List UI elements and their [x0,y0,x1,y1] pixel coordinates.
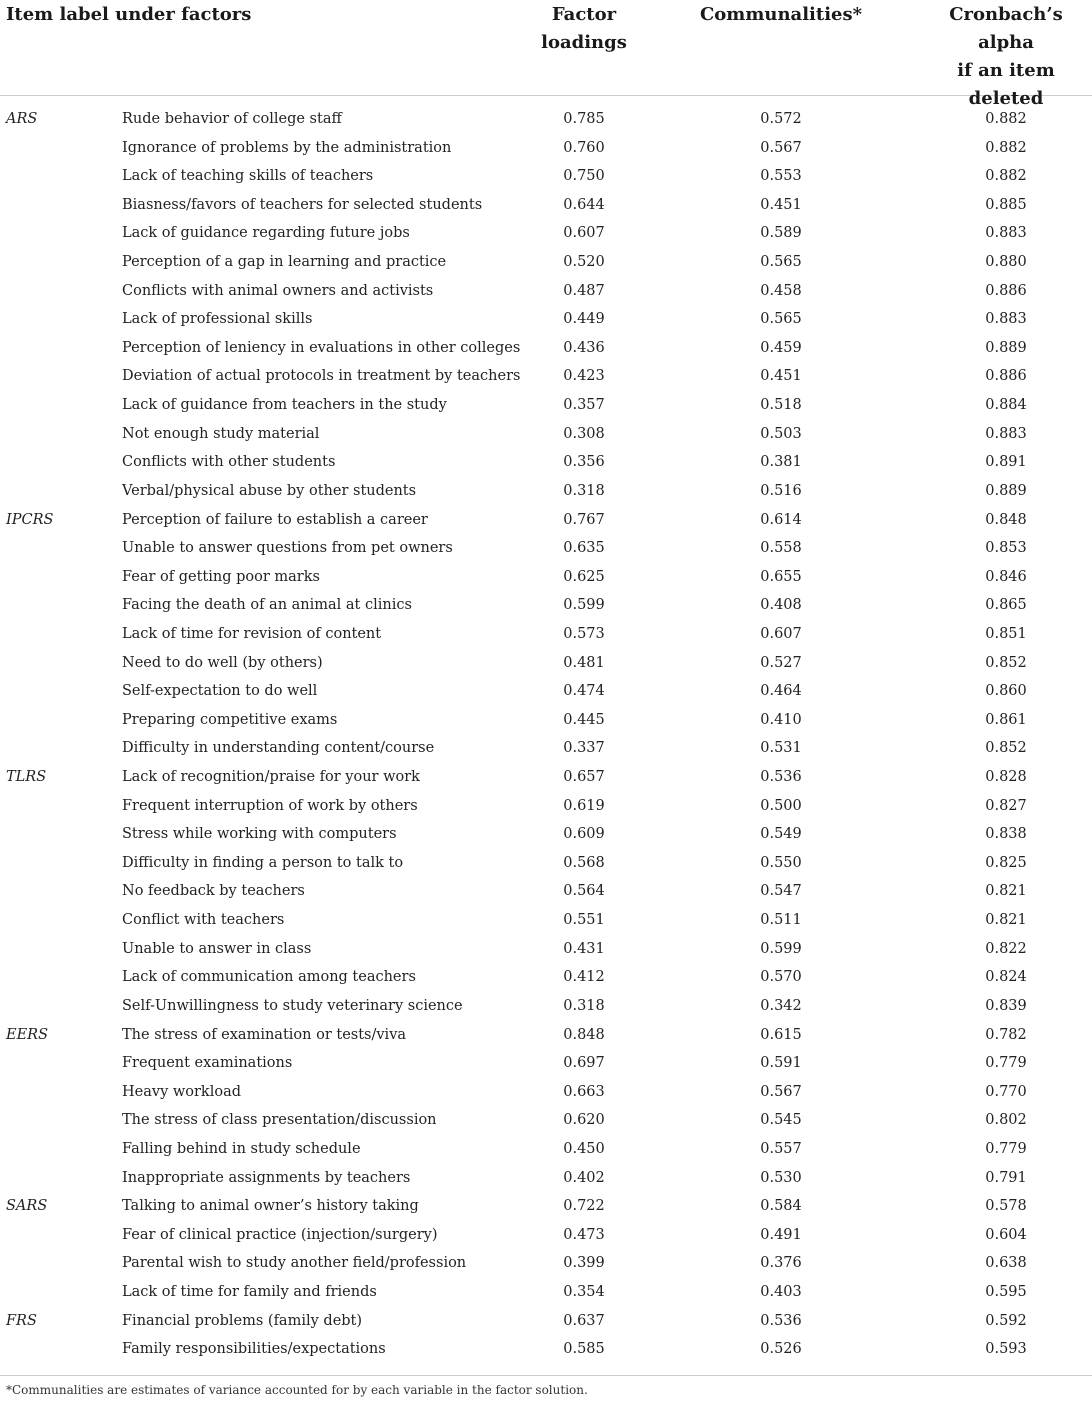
row-item-label: Stress while working with computers [122,826,397,843]
table-row [0,706,1092,735]
table-row [0,1106,1092,1135]
row-communality: 0.607 [760,625,802,642]
row-factor-loading: 0.585 [563,1341,605,1358]
row-communality: 0.549 [760,826,802,843]
header-communalities [692,1,870,29]
row-factor-loading: 0.423 [563,368,605,385]
row-factor-group: FRS [6,1312,37,1329]
header-factor-loadings [514,1,654,57]
row-item-label: Fear of getting poor marks [122,568,320,585]
table-row [0,763,1092,792]
row-item-label: Lack of professional skills [122,311,313,328]
row-item-label: Ignorance of problems by the administration [122,139,452,156]
row-item-label: Lack of teaching skills of teachers [122,168,374,185]
row-factor-loading: 0.609 [563,826,605,843]
row-factor-loading: 0.637 [563,1312,605,1329]
row-item-label: Perception of a gap in learning and practice [122,254,447,271]
table-row [0,1192,1092,1221]
row-alpha-if-deleted: 0.839 [985,997,1027,1014]
row-item-label: Inappropriate assignments by teachers [122,1169,411,1186]
row-alpha-if-deleted: 0.886 [985,282,1027,299]
table-body [0,105,1092,1364]
row-alpha-if-deleted: 0.861 [985,711,1027,728]
header-item-label [6,1,251,29]
table-row [0,362,1092,391]
row-item-label: Frequent examinations [122,1055,293,1072]
row-communality: 0.558 [760,540,802,557]
row-item-label: Conflict with teachers [122,912,285,929]
table-row [0,877,1092,906]
row-alpha-if-deleted: 0.595 [985,1283,1027,1300]
header-communalities-text: Communalities* [699,4,863,25]
table-row [0,1278,1092,1307]
row-factor-loading: 0.402 [563,1169,605,1186]
row-communality: 0.615 [760,1026,802,1043]
header-alpha-line3: deleted [968,88,1044,109]
row-item-label: Self-expectation to do well [122,683,318,700]
row-communality: 0.567 [760,1083,802,1100]
table-row [0,506,1092,535]
row-communality: 0.511 [760,912,802,929]
row-alpha-if-deleted: 0.824 [985,969,1027,986]
row-factor-group: SARS [6,1198,48,1215]
row-alpha-if-deleted: 0.883 [985,225,1027,242]
row-factor-loading: 0.848 [563,1026,605,1043]
row-alpha-if-deleted: 0.821 [985,912,1027,929]
table-row [0,420,1092,449]
table-row [0,820,1092,849]
row-alpha-if-deleted: 0.782 [985,1026,1027,1043]
table-row [0,1021,1092,1050]
row-factor-loading: 0.474 [563,683,605,700]
row-alpha-if-deleted: 0.860 [985,683,1027,700]
row-item-label: Self-Unwillingness to study veterinary science [122,997,463,1014]
table-row [0,534,1092,563]
row-communality: 0.500 [760,797,802,814]
row-item-label: Biasness/favors of teachers for selected students [122,196,483,213]
header-factor-loadings-line1: Factor [551,4,617,25]
row-item-label: Difficulty in finding a person to talk to [122,854,404,871]
row-alpha-if-deleted: 0.770 [985,1083,1027,1100]
row-communality: 0.516 [760,482,802,499]
row-communality: 0.527 [760,654,802,671]
row-factor-loading: 0.663 [563,1083,605,1100]
row-factor-loading: 0.785 [563,111,605,127]
row-item-label: Conflicts with other students [122,454,336,471]
table-row [0,649,1092,678]
row-communality: 0.565 [760,311,802,328]
row-alpha-if-deleted: 0.821 [985,883,1027,900]
row-communality: 0.572 [760,111,802,127]
table-row [0,734,1092,763]
table-row [0,305,1092,334]
row-communality: 0.458 [760,282,802,299]
row-alpha-if-deleted: 0.802 [985,1112,1027,1129]
row-item-label: Verbal/physical abuse by other students [122,482,417,499]
row-factor-loading: 0.568 [563,854,605,871]
row-item-label: Financial problems (family debt) [122,1312,363,1329]
table-row [0,620,1092,649]
row-item-label: Frequent interruption of work by others [122,797,418,814]
row-communality: 0.565 [760,254,802,271]
row-communality: 0.381 [760,454,802,471]
table-row [0,391,1092,420]
row-item-label: Falling behind in study schedule [122,1140,361,1157]
row-item-label: Perception of failure to establish a career [122,511,428,528]
row-factor-loading: 0.318 [563,482,605,499]
row-alpha-if-deleted: 0.604 [985,1226,1027,1243]
row-factor-loading: 0.599 [563,597,605,614]
row-item-label: Unable to answer in class [122,940,312,957]
table-row [0,448,1092,477]
row-alpha-if-deleted: 0.846 [985,568,1027,585]
row-communality: 0.530 [760,1169,802,1186]
table-row [0,1221,1092,1250]
table-row [0,563,1092,592]
table-row [0,792,1092,821]
row-communality: 0.464 [760,683,802,700]
header-alpha-line1: Cronbach’s alpha [949,4,1063,53]
row-alpha-if-deleted: 0.779 [985,1055,1027,1072]
row-alpha-if-deleted: 0.822 [985,940,1027,957]
row-item-label: Parental wish to study another field/profession [122,1255,467,1272]
table-row [0,906,1092,935]
row-communality: 0.459 [760,339,802,356]
row-communality: 0.550 [760,854,802,871]
table-row [0,963,1092,992]
row-factor-loading: 0.760 [563,139,605,156]
row-factor-loading: 0.564 [563,883,605,900]
row-factor-loading: 0.767 [563,511,605,528]
table-row [0,219,1092,248]
table-row [0,591,1092,620]
row-alpha-if-deleted: 0.882 [985,139,1027,156]
row-item-label: Lack of communication among teachers [122,969,416,986]
table-row [0,1249,1092,1278]
table-row [0,1164,1092,1193]
row-factor-loading: 0.473 [563,1226,605,1243]
header-alpha-line2: if an item [957,60,1055,81]
row-factor-loading: 0.481 [563,654,605,671]
row-alpha-if-deleted: 0.884 [985,397,1027,414]
row-factor-loading: 0.357 [563,397,605,414]
row-item-label: Need to do well (by others) [122,654,323,671]
row-communality: 0.557 [760,1140,802,1157]
row-factor-loading: 0.356 [563,454,605,471]
row-item-label: Heavy workload [122,1083,242,1100]
row-factor-loading: 0.635 [563,540,605,557]
row-alpha-if-deleted: 0.885 [985,196,1027,213]
table-row [0,1307,1092,1336]
row-communality: 0.570 [760,969,802,986]
row-alpha-if-deleted: 0.848 [985,511,1027,528]
row-item-label: Family responsibilities/expectations [122,1341,386,1358]
row-alpha-if-deleted: 0.852 [985,740,1027,757]
row-item-label: No feedback by teachers [122,883,305,900]
row-item-label: Lack of time for family and friends [122,1283,377,1300]
row-item-label: Fear of clinical practice (injection/surgery) [122,1226,438,1243]
table-row [0,1049,1092,1078]
table-row [0,162,1092,191]
row-item-label: Not enough study material [122,425,320,442]
row-item-label: The stress of class presentation/discussion [122,1112,437,1129]
row-factor-loading: 0.644 [563,196,605,213]
row-alpha-if-deleted: 0.883 [985,425,1027,442]
row-communality: 0.614 [760,511,802,528]
row-communality: 0.491 [760,1226,802,1243]
row-alpha-if-deleted: 0.889 [985,339,1027,356]
row-factor-loading: 0.436 [563,339,605,356]
row-alpha-if-deleted: 0.891 [985,454,1027,471]
row-factor-loading: 0.620 [563,1112,605,1129]
row-item-label: Preparing competitive exams [122,711,338,728]
header-item-label-text: Item label under factors [6,4,252,25]
row-alpha-if-deleted: 0.889 [985,482,1027,499]
row-communality: 0.553 [760,168,802,185]
row-factor-loading: 0.573 [563,625,605,642]
header-factor-loadings-line2: loadings [541,32,627,53]
row-communality: 0.503 [760,425,802,442]
table-row [0,1135,1092,1164]
row-communality: 0.526 [760,1341,802,1358]
row-alpha-if-deleted: 0.880 [985,254,1027,271]
row-communality: 0.567 [760,139,802,156]
row-communality: 0.599 [760,940,802,957]
row-item-label: Deviation of actual protocols in treatment by teachers [122,368,521,385]
row-communality: 0.403 [760,1283,802,1300]
row-communality: 0.451 [760,368,802,385]
row-factor-loading: 0.337 [563,740,605,757]
row-alpha-if-deleted: 0.593 [985,1341,1027,1358]
table-row [0,935,1092,964]
row-communality: 0.536 [760,1312,802,1329]
row-communality: 0.591 [760,1055,802,1072]
table-row [0,677,1092,706]
row-factor-loading: 0.431 [563,940,605,957]
row-factor-loading: 0.399 [563,1255,605,1272]
row-item-label: Difficulty in understanding content/course [122,740,435,757]
row-factor-loading: 0.318 [563,997,605,1014]
table-row [0,277,1092,306]
row-alpha-if-deleted: 0.638 [985,1255,1027,1272]
row-factor-loading: 0.607 [563,225,605,242]
row-factor-group: IPCRS [6,511,54,528]
row-factor-loading: 0.308 [563,425,605,442]
row-factor-loading: 0.450 [563,1140,605,1157]
row-factor-loading: 0.449 [563,311,605,328]
table-row [0,248,1092,277]
row-factor-loading: 0.354 [563,1283,605,1300]
row-factor-loading: 0.412 [563,969,605,986]
row-item-label: Lack of guidance from teachers in the study [122,397,447,414]
row-communality: 0.408 [760,597,802,614]
row-alpha-if-deleted: 0.578 [985,1198,1027,1215]
row-communality: 0.545 [760,1112,802,1129]
row-item-label: Lack of recognition/praise for your work [122,769,420,786]
row-alpha-if-deleted: 0.865 [985,597,1027,614]
row-communality: 0.410 [760,711,802,728]
table-row [0,134,1092,163]
table-row [0,849,1092,878]
row-alpha-if-deleted: 0.838 [985,826,1027,843]
table-bottom-rule [0,1375,1092,1376]
row-factor-loading: 0.722 [563,1198,605,1215]
row-item-label: Conflicts with animal owners and activists [122,282,434,299]
row-factor-group: ARS [6,111,38,127]
table-row [0,1078,1092,1107]
row-alpha-if-deleted: 0.828 [985,769,1027,786]
row-factor-loading: 0.445 [563,711,605,728]
row-factor-loading: 0.625 [563,568,605,585]
row-alpha-if-deleted: 0.825 [985,854,1027,871]
row-factor-loading: 0.487 [563,282,605,299]
row-alpha-if-deleted: 0.827 [985,797,1027,814]
row-communality: 0.584 [760,1198,802,1215]
table-row [0,992,1092,1021]
row-communality: 0.451 [760,196,802,213]
row-factor-group: TLRS [6,769,47,786]
row-communality: 0.655 [760,568,802,585]
row-item-label: Talking to animal owner’s history taking [122,1198,419,1215]
row-item-label: The stress of examination or tests/viva [122,1026,407,1043]
row-item-label: Lack of guidance regarding future jobs [122,225,410,242]
row-factor-loading: 0.657 [563,769,605,786]
row-alpha-if-deleted: 0.592 [985,1312,1027,1329]
table-footnote: *Communalities are estimates of variance accounted for by each variable in the factor solution. [6,1383,588,1397]
table-row [0,334,1092,363]
row-alpha-if-deleted: 0.852 [985,654,1027,671]
table-row [0,477,1092,506]
row-alpha-if-deleted: 0.882 [985,168,1027,185]
row-factor-loading: 0.551 [563,912,605,929]
row-factor-loading: 0.750 [563,168,605,185]
row-item-label: Perception of leniency in evaluations in other colleges [122,339,521,356]
row-factor-loading: 0.697 [563,1055,605,1072]
row-item-label: Unable to answer questions from pet owners [122,540,453,557]
row-communality: 0.376 [760,1255,802,1272]
table-row [0,105,1092,134]
row-communality: 0.536 [760,769,802,786]
row-alpha-if-deleted: 0.779 [985,1140,1027,1157]
row-alpha-if-deleted: 0.851 [985,625,1027,642]
table-row [0,1335,1092,1364]
row-alpha-if-deleted: 0.882 [985,111,1027,127]
row-communality: 0.531 [760,740,802,757]
table-header [0,0,1092,109]
row-communality: 0.547 [760,883,802,900]
row-factor-group: EERS [6,1026,49,1043]
row-factor-loading: 0.520 [563,254,605,271]
table-row [0,191,1092,220]
row-item-label: Facing the death of an animal at clinics [122,597,412,614]
row-item-label: Lack of time for revision of content [122,625,382,642]
header-cronbach-alpha [920,1,1092,113]
row-alpha-if-deleted: 0.886 [985,368,1027,385]
row-factor-loading: 0.619 [563,797,605,814]
row-item-label: Rude behavior of college staff [122,111,342,127]
row-communality: 0.342 [760,997,802,1014]
row-alpha-if-deleted: 0.883 [985,311,1027,328]
row-communality: 0.589 [760,225,802,242]
row-alpha-if-deleted: 0.853 [985,540,1027,557]
row-communality: 0.518 [760,397,802,414]
row-alpha-if-deleted: 0.791 [985,1169,1027,1186]
